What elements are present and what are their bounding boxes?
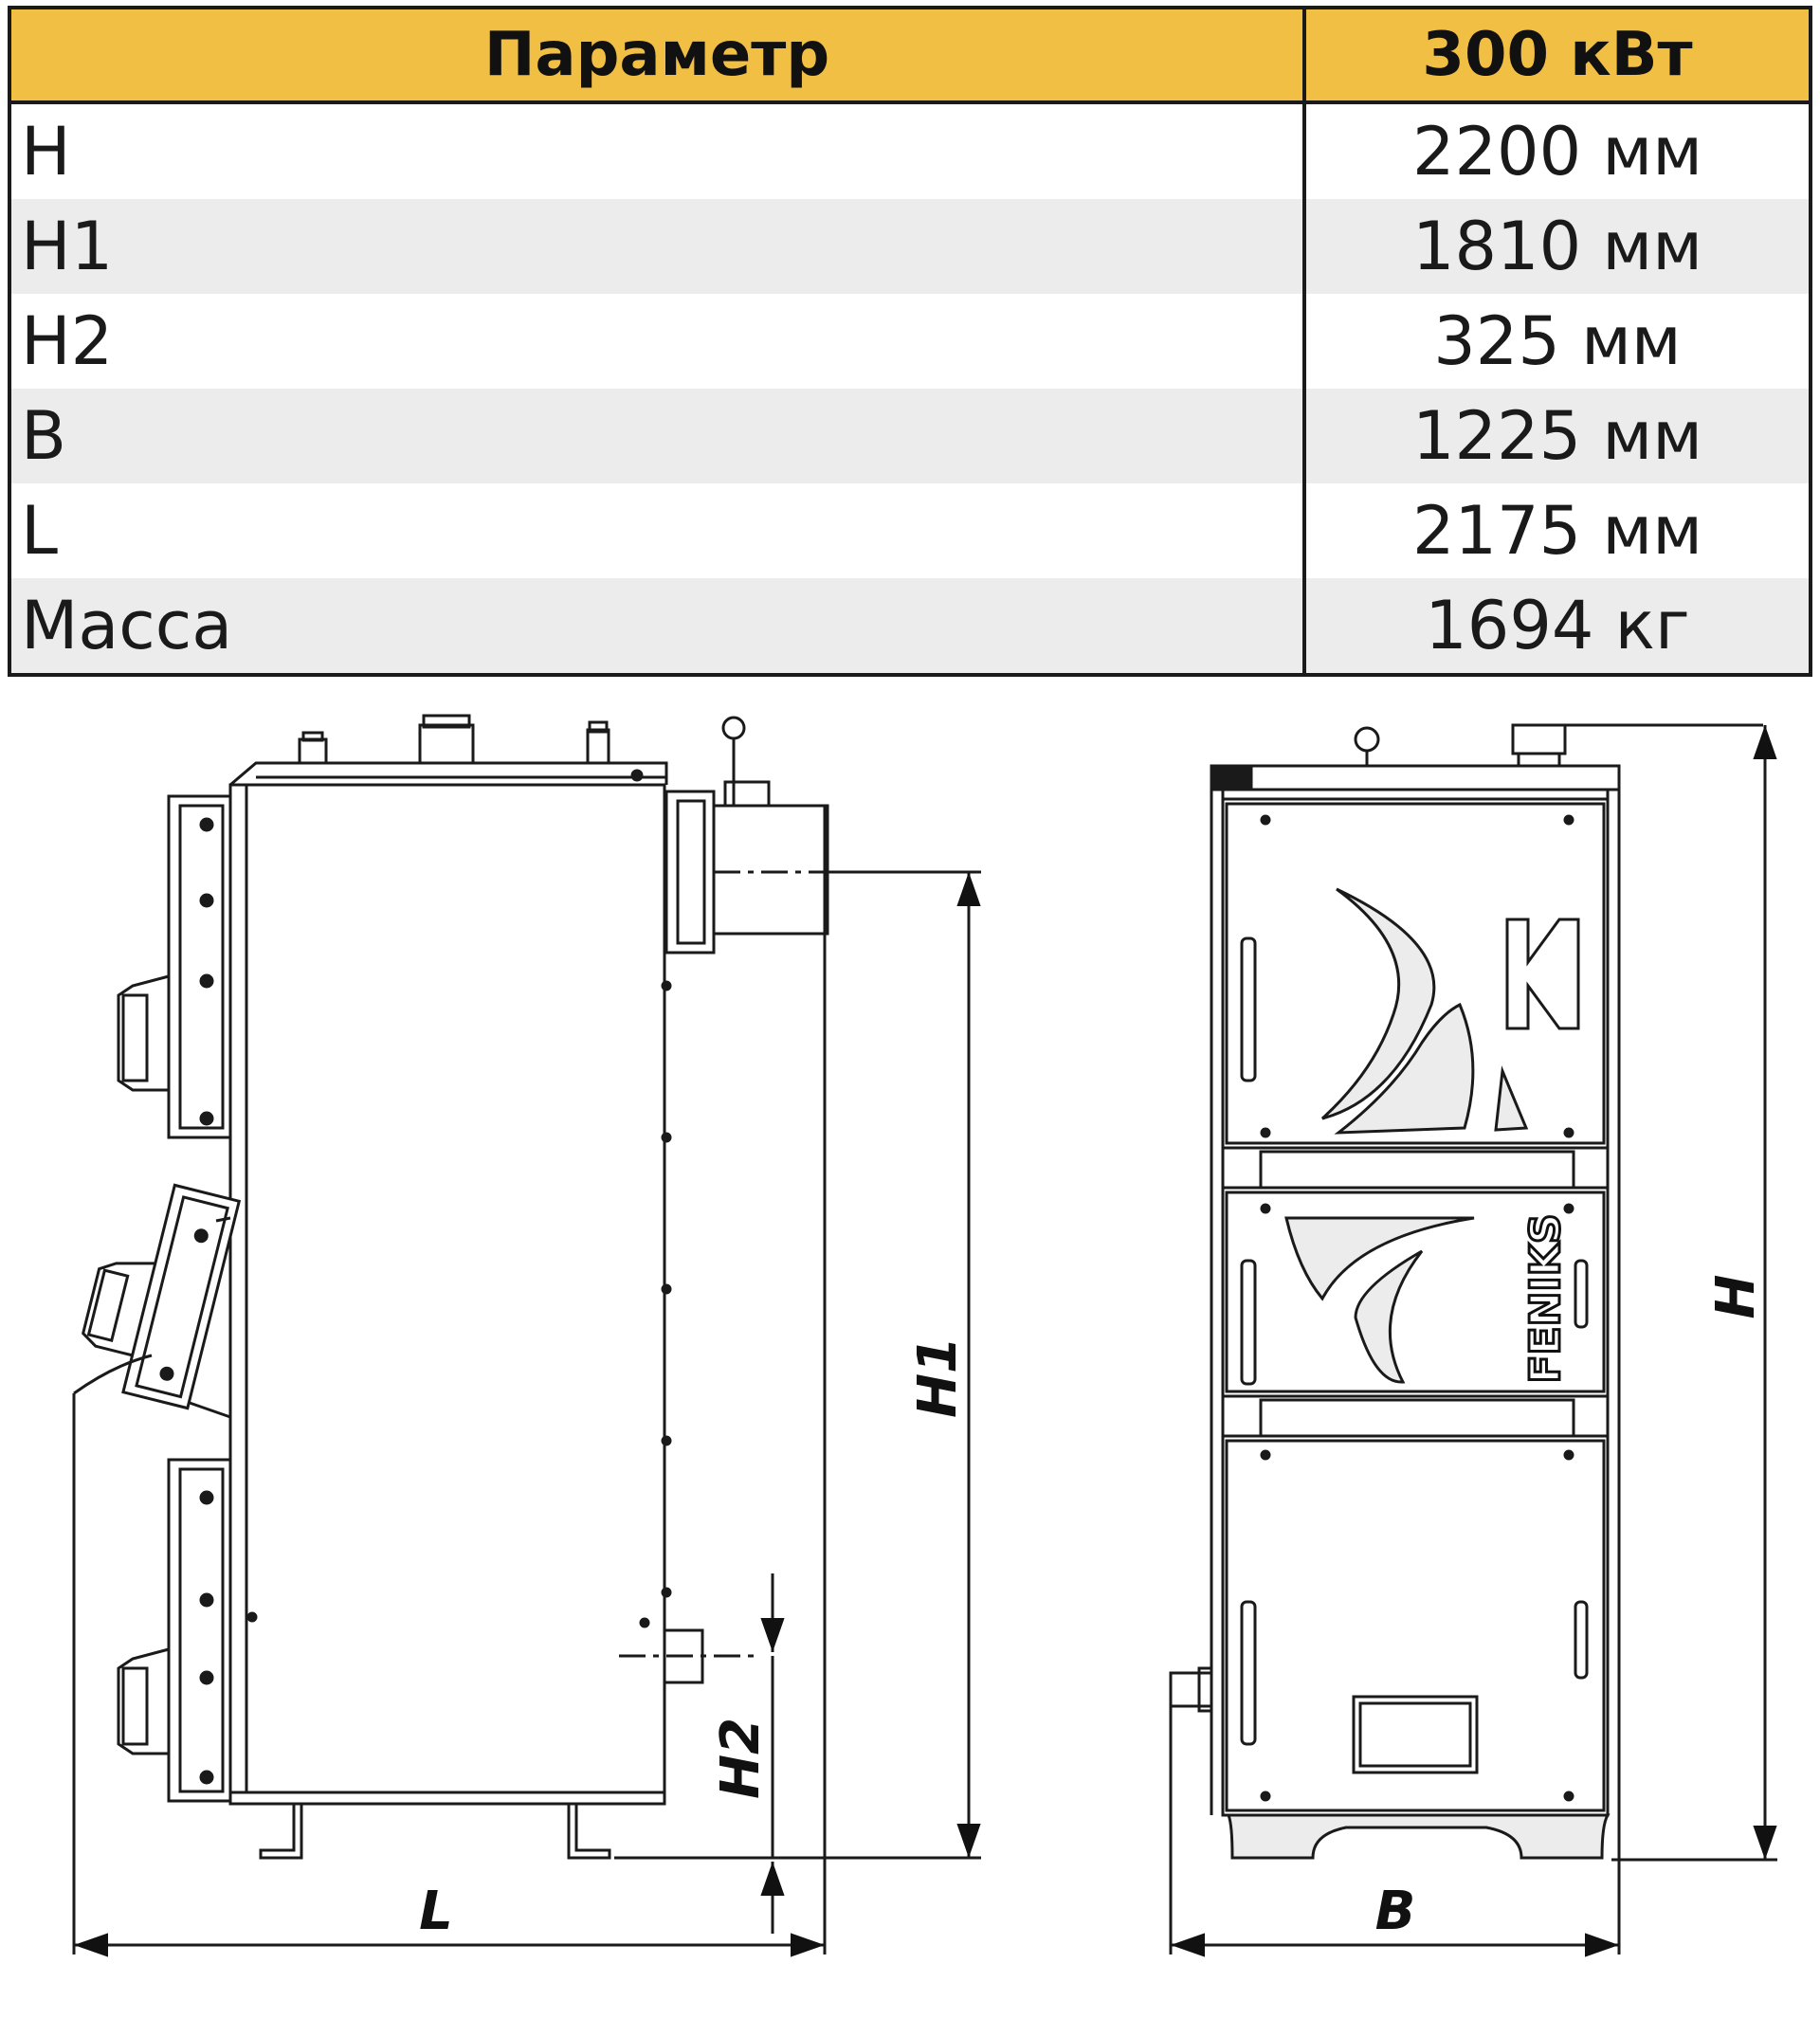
row-value: 2175 мм bbox=[1411, 492, 1702, 570]
table-row bbox=[9, 389, 1811, 483]
table-row bbox=[9, 294, 1811, 389]
side-door-middle bbox=[72, 1173, 240, 1409]
dim-label-b: B bbox=[1374, 1881, 1416, 1942]
spec-table bbox=[8, 6, 1812, 677]
front-top-edge bbox=[1211, 766, 1619, 790]
brand-text: FENIKS bbox=[1521, 1213, 1570, 1384]
row-param: H2 bbox=[9, 294, 1304, 389]
table-row bbox=[9, 578, 1811, 675]
dim-label-l: L bbox=[419, 1881, 453, 1942]
row-param: Масса bbox=[9, 578, 1304, 675]
side-chimney bbox=[666, 791, 714, 953]
row-value: 325 мм bbox=[1433, 302, 1682, 380]
front-top-knob bbox=[1356, 728, 1378, 751]
table-row bbox=[9, 483, 1811, 578]
row-param: B bbox=[9, 389, 1304, 483]
table-row bbox=[9, 102, 1811, 199]
row-value: 1225 мм bbox=[1304, 389, 1811, 483]
header-param: Параметр bbox=[9, 8, 1304, 102]
table-row bbox=[9, 199, 1811, 294]
boiler-drawing bbox=[0, 701, 1820, 2009]
row-param: L bbox=[9, 483, 1304, 578]
row-value: 1694 кг bbox=[1304, 578, 1811, 675]
row-param: H1 bbox=[9, 199, 1304, 294]
front-door-bottom bbox=[1223, 1436, 1608, 1815]
front-view bbox=[1171, 725, 1763, 1858]
dim-label-h: H bbox=[1705, 1274, 1767, 1319]
row-value: 2200 мм bbox=[1411, 113, 1702, 191]
dim-label-h1: H1 bbox=[907, 1336, 969, 1418]
row-param: H bbox=[9, 102, 1304, 199]
side-top-frame bbox=[230, 763, 666, 785]
side-door-bottom bbox=[118, 1460, 230, 1801]
side-leg-front bbox=[261, 1804, 301, 1858]
side-body bbox=[230, 785, 664, 1792]
side-door-top bbox=[118, 796, 230, 1137]
dim-label-h2: H2 bbox=[710, 1718, 772, 1799]
side-leg-back bbox=[569, 1804, 610, 1858]
row-value: 1810 мм bbox=[1304, 199, 1811, 294]
header-power: 300 кВт bbox=[1304, 8, 1811, 102]
table-header-row bbox=[9, 8, 1811, 102]
front-base bbox=[1223, 1815, 1608, 1858]
